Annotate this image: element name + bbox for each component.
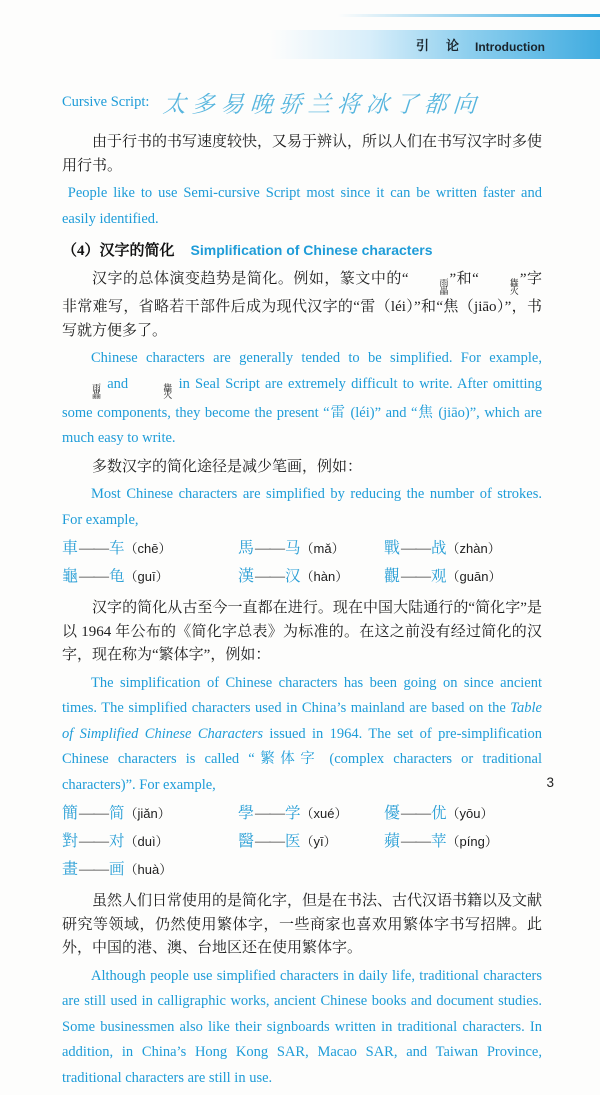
simplified-char: 简 [109, 805, 125, 822]
pair-dash: —— [79, 540, 109, 557]
pair-dash: —— [255, 568, 285, 585]
character-pair [238, 565, 384, 589]
pair-dash: —— [401, 540, 431, 557]
pinyin: （mǎ） [300, 541, 345, 556]
seal-bottom: 火 [509, 285, 519, 296]
text-run: ”和“ [449, 271, 479, 287]
traditional-char: 學 [238, 805, 255, 822]
traditional-char: 優 [384, 805, 401, 822]
text-run: and [102, 375, 134, 392]
character-pair [62, 537, 238, 561]
paragraph-zh-simplification [62, 268, 542, 343]
paragraph-en-simplification [62, 346, 542, 452]
traditional-char: 車 [62, 540, 79, 557]
text-run: in Seal Script are extremely difficult to write. After omitting some components, they become the present “雷 (léi)” and “焦 (jiāo)”, which are much easy to write. [62, 375, 542, 446]
paragraph-zh-usage: 虽然人们日常使用的是简化字，但是在书法、古代汉语书籍以及文献研究等领域，仍然使用繁体字，一些商家也喜欢用繁体字书写招牌。此外，中国的港、澳、台地区还在使用繁体字。 [62, 893, 543, 956]
traditional-char: 畫 [62, 861, 79, 878]
simplified-char: 马 [285, 540, 301, 557]
traditional-char: 觀 [384, 568, 401, 585]
simplified-char: 学 [285, 805, 301, 822]
seal-top: 雥 [509, 278, 519, 288]
paragraph-en-semicursive: People like to use Semi-cursive Script most since it can be written faster and easily identified. [62, 185, 542, 227]
pair-dash: —— [401, 568, 431, 585]
simplified-char: 龟 [109, 568, 125, 585]
pair-dash: —— [79, 805, 109, 822]
character-pairs-group-2 [62, 802, 542, 882]
traditional-char: 對 [62, 833, 79, 850]
seal-bottom: 畾 [92, 390, 102, 400]
traditional-char: 龜 [62, 568, 79, 585]
pair-dash: —— [401, 805, 431, 822]
cursive-script-row [62, 86, 542, 118]
cursive-script-sample: 太多易晚骄兰将冰了都向 [162, 91, 484, 117]
character-pair [62, 565, 238, 589]
simplified-char: 观 [431, 568, 447, 585]
paragraph-en-usage: Although people use simplified characters in daily life, traditional characters are still used in calligraphic works, ancient Chinese books and document studies. Some businessmen also like their signboards written in traditional characters. In addition, in China’s Hong Kong SAR, Macao SAR, and Taiwan Province, traditional characters are still in use. [62, 967, 542, 1086]
pair-dash: —— [79, 861, 109, 878]
pinyin: （guān） [446, 569, 502, 584]
character-pair [384, 537, 542, 561]
seal-top: 雥 [163, 382, 173, 393]
character-pair [238, 537, 384, 561]
text-run: issued in 1964. The set of pre-simplification Chinese characters is called “繁体字 (complex characters or traditional characters)”. For example, [62, 725, 542, 793]
simplified-char: 战 [431, 540, 447, 557]
character-pair [384, 830, 542, 854]
character-pairs-group-1 [62, 537, 542, 589]
seal-top: 雨 [92, 382, 102, 393]
simplified-char: 汉 [285, 568, 301, 585]
character-pair [238, 830, 384, 854]
seal-top: 雨 [439, 278, 449, 288]
traditional-char: 醫 [238, 833, 255, 850]
simplified-char: 苹 [431, 833, 447, 850]
pinyin: （duì） [124, 834, 169, 849]
pinyin: （guī） [124, 569, 169, 584]
simplified-char: 医 [285, 833, 301, 850]
pinyin: （hàn） [300, 569, 349, 584]
paragraph-zh-stroke-reduction: 多数汉字的简化途径是减少笔画，例如： [92, 458, 363, 475]
traditional-char: 漢 [238, 568, 255, 585]
pinyin: （jiǎn） [124, 806, 171, 821]
character-pair [62, 802, 238, 826]
text-run: ”字非常难写，省略若干部件后成为现代汉字的“雷（léi）”和“焦（jiāo）”，书写就方便多了。 [62, 271, 542, 339]
pinyin: （yōu） [446, 806, 494, 821]
pair-dash: —— [255, 833, 285, 850]
seal-bottom: 畾 [439, 285, 449, 296]
paragraph-zh-history: 汉字的简化从古至今一直都在进行。现在中国大陆通行的“简化字”是以 1964 年公布的《简化字总表》为标准的。在这之前没有经过简化的汉字，现在称为“繁体字”，例如： [62, 600, 542, 663]
text-run: The simplification of Chinese characters has been going on since ancient times. The simplified characters used in China’s mainland are based on the [62, 674, 542, 716]
pinyin: （píng） [446, 834, 498, 849]
seal-script-jiao-glyph [134, 382, 173, 400]
seal-script-lei-glyph [63, 382, 102, 400]
paragraph-zh-semicursive: 由于行书的书写速度较快，又易于辨认，所以人们在书写汉字时多使用行书。 [62, 134, 543, 174]
simplified-char: 优 [431, 805, 447, 822]
section-heading [62, 239, 542, 260]
seal-script-jiao-glyph [480, 280, 519, 295]
pinyin: （zhàn） [446, 541, 501, 556]
seal-script-lei-glyph [409, 280, 448, 295]
traditional-char: 蘋 [384, 833, 401, 850]
header-title-en: Introduction [475, 40, 545, 54]
simplified-char: 对 [109, 833, 125, 850]
page-content [62, 86, 542, 1095]
paragraph-en-history [62, 671, 542, 799]
traditional-char: 簡 [62, 805, 79, 822]
pinyin: （chē） [124, 541, 172, 556]
character-pair [238, 802, 384, 826]
simplified-char: 车 [109, 540, 125, 557]
seal-bottom: 火 [163, 390, 173, 400]
character-pair [384, 802, 542, 826]
header-accent-line [338, 14, 600, 17]
section-heading-zh: （4）汉字的简化 [62, 243, 175, 259]
book-title-italic: Table of Simplified Chinese Characters [62, 700, 542, 742]
traditional-char: 馬 [238, 540, 255, 557]
paragraph-en-stroke-reduction: Most Chinese characters are simplified by reducing the number of strokes. For example, [62, 486, 542, 528]
simplified-char: 画 [109, 861, 125, 878]
character-pair [62, 858, 238, 882]
header-bar [270, 30, 600, 59]
pair-dash: —— [79, 568, 109, 585]
cursive-script-label: Cursive Script: [62, 93, 150, 110]
pair-dash: —— [401, 833, 431, 850]
section-heading-en: Simplification of Chinese characters [190, 242, 433, 258]
header-title-zh: 引 论 [416, 38, 462, 53]
pinyin: （huà） [124, 862, 173, 877]
pinyin: （xué） [300, 806, 348, 821]
pair-dash: —— [255, 805, 285, 822]
pair-dash: —— [79, 833, 109, 850]
text-run: 汉字的总体演变趋势是简化。例如，篆文中的“ [92, 271, 409, 287]
pinyin: （yī） [300, 834, 337, 849]
text-run: Chinese characters are generally tended to be simplified. For example, [91, 350, 542, 366]
page-number: 3 [546, 775, 554, 790]
pair-dash: —— [255, 540, 285, 557]
traditional-char: 戰 [384, 540, 401, 557]
character-pair [384, 565, 542, 589]
character-pair [62, 830, 238, 854]
